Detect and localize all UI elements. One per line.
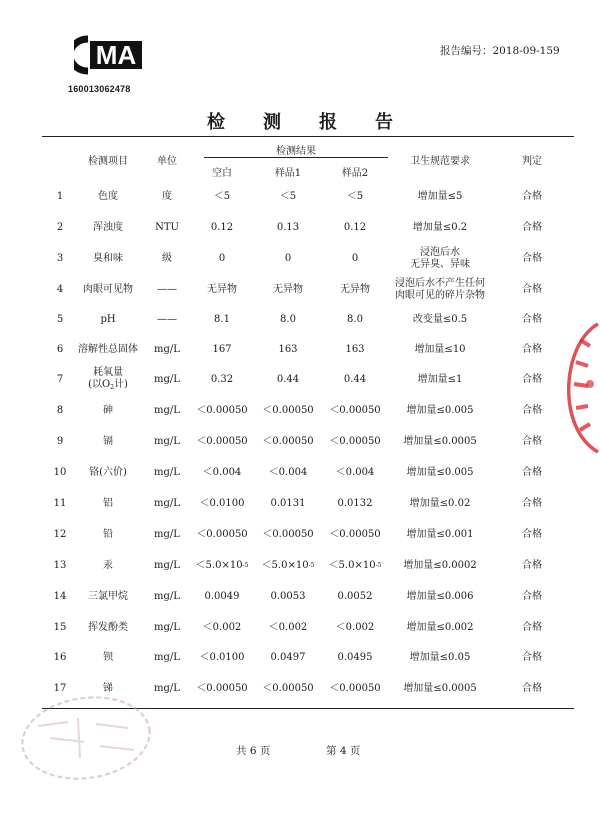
row-number: 12 [53,529,67,540]
table-row [0,489,600,519]
row-standard: 增加量≤5 [417,191,463,202]
row-blank: ＜5 [213,191,231,202]
table-row [0,520,600,550]
row-number: 6 [56,344,64,355]
row-standard: 增加量≤0.05 [409,652,471,663]
row-number: 16 [53,652,67,663]
row-judgement: 合格 [522,591,542,602]
row-judgement: 合格 [522,622,542,633]
table-row [0,305,600,335]
logo-text: MA [95,40,137,70]
row-sample2: ＜5 [346,191,364,202]
report-number-label: 报告编号： [440,45,493,57]
row-sample1: 8.0 [280,314,296,325]
row-standard: 增加量≤0.005 [406,467,474,478]
row-item: 溶解性总固体 [78,344,138,355]
row-unit: mg/L [154,467,180,478]
row-standard: 增加量≤0.0002 [403,560,477,571]
row-judgement: 合格 [522,467,542,478]
report-number-value: 2018-09-159 [492,45,560,57]
row-sample1: ＜0.002 [268,622,308,633]
row-sample1: 163 [278,344,298,355]
row-standard-line1: 浸泡后水不产生任何 [395,278,485,289]
row-sample2: ＜0.00050 [329,436,381,447]
row-judgement: 合格 [522,191,542,202]
row-judgement: 合格 [522,560,542,571]
certification-number: 160013062478 [68,84,131,94]
row-standard: 改变量≤0.5 [412,314,468,325]
table-row [0,244,600,274]
table-row [0,365,600,395]
row-unit: mg/L [154,405,180,416]
row-unit: 级 [162,253,172,264]
row-sample1: ＜0.00050 [262,683,314,694]
row-blank: ＜0.00050 [196,529,248,540]
row-unit: mg/L [154,374,180,385]
row-blank: 0.12 [210,222,234,233]
row-item: 臭和味 [93,253,123,264]
row-blank: ＜0.0100 [199,652,245,663]
row-judgement: 合格 [522,652,542,663]
row-judgement: 合格 [522,374,542,385]
row-blank: 0.32 [210,374,234,385]
row-sample1: ＜0.00050 [262,529,314,540]
row-blank: ＜0.002 [202,622,242,633]
table-row [0,458,600,488]
row-item: 铝 [103,498,113,509]
row-item-line2 [88,379,128,394]
row-sample2: ＜0.00050 [329,529,381,540]
row-unit: —— [157,314,177,325]
seal-stamp [8,688,158,798]
table-row [0,396,600,426]
row-unit: mg/L [154,622,180,633]
row-sample1: ＜5 [279,191,297,202]
row-blank-base: ＜5.0×10 [195,560,243,571]
row-sample2: 163 [345,344,365,355]
footer-current-page: 第 4 页 [326,745,361,757]
row-unit: mg/L [154,436,180,447]
row-blank-exponent: -5 [242,562,249,569]
row-sample2: 无异物 [340,284,370,295]
row-item: 色度 [98,191,118,202]
row-sample1: 0.44 [276,374,300,385]
row-blank: 167 [212,344,232,355]
table-row [0,213,600,243]
row-sample1: ＜0.00050 [262,405,314,416]
row-blank: ＜0.00050 [196,683,248,694]
row-sample1-exponent: -5 [308,562,315,569]
row-item: 铬(六价) [89,467,127,478]
row-standard [388,244,492,274]
row-number: 9 [56,436,64,447]
row-sample2: ＜0.00050 [329,405,381,416]
row-sample2: 0.0495 [337,652,373,663]
footer-total-pages: 共 6 页 [236,745,271,757]
row-judgement: 合格 [522,529,542,540]
row-judgement: 合格 [522,284,542,295]
row-item-subscript: 2 [110,383,115,391]
row-judgement: 合格 [522,344,542,355]
row-unit: mg/L [154,344,180,355]
row-judgement: 合格 [522,436,542,447]
row-sample1 [254,551,322,581]
header-sample2: 样品2 [341,168,369,179]
table-row [0,427,600,457]
row-standard: 增加量≤0.0005 [403,436,477,447]
row-sample2 [322,551,388,581]
row-standard-line1: 浸泡后水 [420,247,460,258]
row-item: 肉眼可见物 [83,284,133,295]
row-sample1: 0.13 [276,222,300,233]
row-standard-line2: 无异臭、异味 [410,259,470,270]
row-unit: —— [157,284,177,295]
row-unit: mg/L [154,560,180,571]
row-item: 三氯甲烷 [88,591,128,602]
table-row [0,275,600,305]
row-unit: 度 [162,191,172,202]
table-row [0,613,600,643]
header-unit: 单位 [157,156,177,167]
row-number: 15 [53,622,67,633]
row-judgement: 合格 [522,314,542,325]
row-sample1: ＜0.00050 [262,436,314,447]
page-title: 检测报告 [207,112,431,133]
row-item-line2-tail: 计) [114,378,128,390]
row-unit: mg/L [154,652,180,663]
row-item: 挥发酚类 [88,622,128,633]
row-item: 汞 [103,560,113,571]
row-standard: 增加量≤0.0005 [403,683,477,694]
row-item: 铅 [103,529,113,540]
row-blank: ＜0.004 [202,467,242,478]
row-number: 11 [53,498,67,509]
row-number: 10 [53,467,67,478]
row-item-line2-head: (以O [88,378,111,390]
row-standard: 增加量≤0.002 [406,622,474,633]
table-row [0,182,600,212]
row-blank: ＜0.0100 [199,498,245,509]
row-sample2: 0.0052 [337,591,373,602]
row-sample1: 0.0053 [270,591,306,602]
row-standard: 增加量≤0.02 [409,498,471,509]
row-number: 14 [53,591,67,602]
row-judgement: 合格 [522,253,542,264]
row-number: 5 [56,314,64,325]
row-item: 砷 [103,405,113,416]
row-sample1: 0.0131 [270,498,306,509]
row-number: 13 [53,560,67,571]
row-blank: ＜0.00050 [196,405,248,416]
row-unit: mg/L [154,591,180,602]
table-row [0,551,600,581]
row-number: 17 [53,683,67,694]
row-sample2: ＜0.004 [335,467,375,478]
row-blank: 0 [218,253,226,264]
header-standard: 卫生规范要求 [410,156,470,167]
row-judgement: 合格 [522,498,542,509]
header-results: 检测结果 [276,146,316,157]
row-sample2: 0.12 [343,222,367,233]
row-number: 7 [56,374,64,385]
row-number: 4 [56,284,64,295]
table-top-rule [42,136,574,137]
row-item: 镉 [103,436,113,447]
row-sample2: 0 [351,253,359,264]
header-item: 检测项目 [88,156,128,167]
row-judgement: 合格 [522,683,542,694]
row-blank [190,551,254,581]
row-standard: 增加量≤1 [417,374,463,385]
row-sample1: ＜0.004 [268,467,308,478]
row-unit: mg/L [154,498,180,509]
row-blank: 8.1 [214,314,230,325]
row-standard: 增加量≤10 [414,344,466,355]
row-blank: 无异物 [207,284,237,295]
red-seal-stamp [540,318,600,458]
row-blank: ＜0.00050 [196,436,248,447]
row-number: 2 [56,222,64,233]
row-unit: mg/L [154,683,180,694]
row-judgement: 合格 [522,405,542,416]
row-sample2-exponent: -5 [375,562,382,569]
row-standard [388,275,492,305]
row-item: 浑浊度 [93,222,123,233]
table-row [0,582,600,612]
row-judgement: 合格 [522,222,542,233]
report-number [440,43,560,58]
row-number: 1 [56,191,64,202]
row-sample1: 0 [284,253,292,264]
header-blank: 空白 [212,168,232,179]
row-sample2: 8.0 [347,314,363,325]
row-number: 8 [56,405,64,416]
row-item [72,365,144,395]
row-standard-line2: 肉眼可见的碎片杂物 [395,290,485,301]
row-unit: mg/L [154,529,180,540]
row-sample2-base: ＜5.0×10 [328,560,376,571]
table-row [0,643,600,673]
row-item: 锑 [103,683,113,694]
row-unit: NTU [155,222,179,233]
row-sample2: ＜0.00050 [329,683,381,694]
header-judgement: 判定 [522,156,542,167]
row-standard: 增加量≤0.006 [406,591,474,602]
row-item-line1: 耗氧量 [93,366,123,378]
row-standard: 增加量≤0.001 [406,529,474,540]
row-number: 3 [56,253,64,264]
row-standard: 增加量≤0.005 [406,405,474,416]
row-item: 钡 [103,652,113,663]
row-sample2: ＜0.002 [335,622,375,633]
header-sample1: 样品1 [274,168,302,179]
row-sample1: 无异物 [273,284,303,295]
row-sample1: 0.0497 [270,652,306,663]
row-item: pH [100,314,116,325]
row-blank: 0.0049 [204,591,240,602]
results-header-rule [204,157,388,158]
cma-logo [74,34,148,76]
row-sample2: 0.44 [343,374,367,385]
row-sample1-base: ＜5.0×10 [261,560,309,571]
row-sample2: 0.0132 [337,498,373,509]
table-row [0,335,600,365]
row-standard: 增加量≤0.2 [412,222,468,233]
